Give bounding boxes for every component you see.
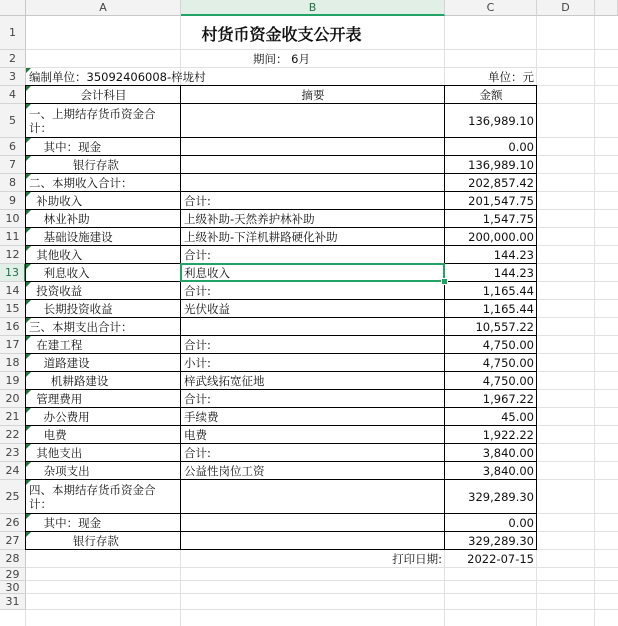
table-border-h [25,389,537,390]
number-as-text-indicator [26,156,31,161]
amount-cell[interactable]: 1,165.44 [482,284,534,298]
table-border-h [25,407,537,408]
table-border-h [25,317,537,318]
number-as-text-indicator [26,318,31,323]
row-header-9[interactable]: 9 [0,192,26,210]
summary-cell[interactable]: 合计: [184,338,211,352]
account-cell[interactable]: 二、本期收入合计： [29,176,133,190]
table-border-h [25,155,537,156]
row-header-28[interactable]: 28 [0,550,26,568]
number-as-text-indicator [26,86,31,91]
summary-cell[interactable]: 合计: [184,194,211,208]
table-border-h [25,335,537,336]
currency-unit-label: 单位：元 [488,70,534,84]
account-cell[interactable]: 一、上期结存货币资金合计： [29,107,156,135]
row-header-31[interactable]: 31 [0,594,26,610]
row-header-16[interactable]: 16 [0,318,26,336]
table-border-h [25,371,537,372]
row-header-15[interactable]: 15 [0,300,26,318]
selected-cell-b13[interactable] [180,263,445,282]
row-header-21[interactable]: 21 [0,408,26,426]
summary-cell[interactable]: 合计: [184,392,211,406]
account-cell[interactable]: 机耕路建设 [29,374,109,388]
account-cell[interactable]: 长期投资收益 [29,302,113,316]
row-header-26[interactable]: 26 [0,514,26,532]
amount-cell[interactable]: 144.23 [493,248,534,262]
summary-cell[interactable] [181,480,445,514]
table-border-h [25,549,537,550]
amount-cell[interactable]: 1,165.44 [482,302,534,316]
number-as-text-indicator [26,138,31,143]
summary-cell[interactable]: 梓武线拓宽征地 [184,374,265,388]
table-border-h [25,209,537,210]
number-as-text-indicator [26,174,31,179]
table-border-h [25,191,537,192]
row-header-22[interactable]: 22 [0,426,26,444]
gridline-row [26,593,618,594]
org-unit-label: 编制单位：35092406008-梓垅村 [29,70,206,84]
row-header-14[interactable]: 14 [0,282,26,300]
select-all-corner[interactable] [0,0,26,16]
table-header-account: 会计科目 [80,88,127,102]
table-border-h [25,85,537,86]
summary-cell[interactable] [181,532,445,550]
number-as-text-indicator [26,264,31,269]
number-as-text-indicator [26,104,31,109]
table-border-h [25,461,537,462]
summary-cell[interactable]: 合计: [184,248,211,262]
print-date-label: 打印日期: [392,552,442,566]
amount-cell[interactable]: 1,967.22 [482,392,534,406]
gridline-row [26,609,618,610]
table-border-h [25,137,537,138]
table-border-h [25,531,537,532]
number-as-text-indicator [26,192,31,197]
table-border-h [25,103,537,104]
account-cell[interactable]: 管理费用 [29,392,83,406]
number-as-text-indicator [26,462,31,467]
summary-cell[interactable]: 合计: [184,446,211,460]
number-as-text-indicator [26,354,31,359]
amount-cell[interactable]: 144.23 [493,266,534,280]
row-header-7[interactable]: 7 [0,156,26,174]
account-cell[interactable]: 投资收益 [29,284,83,298]
number-as-text-indicator [26,532,31,537]
row-header-27[interactable]: 27 [0,532,26,550]
number-as-text-indicator [26,372,31,377]
account-cell[interactable]: 电费 [29,428,67,442]
number-as-text-indicator [26,408,31,413]
amount-cell[interactable]: 0.00 [508,140,534,154]
row-header-30[interactable]: 30 [0,581,26,594]
sheet-title: 村货币资金收支公开表 [201,24,362,44]
column-header-blank [595,0,618,16]
row-header-1[interactable]: 1 [0,16,26,50]
row-header-23[interactable]: 23 [0,444,26,462]
summary-cell[interactable]: 光伏收益 [184,302,230,316]
fill-handle[interactable] [441,278,448,285]
amount-cell[interactable]: 0.00 [508,516,534,530]
account-cell[interactable]: 其中：现金 [29,140,102,154]
summary-cell[interactable]: 小计: [184,356,211,370]
table-border-h [25,299,537,300]
number-as-text-indicator [26,426,31,431]
row-header-29[interactable]: 29 [0,568,26,581]
number-as-text-indicator [26,228,31,233]
number-as-text-indicator [26,68,31,73]
number-as-text-indicator [26,210,31,215]
amount-cell[interactable]: 3,840.00 [482,464,534,478]
number-as-text-indicator [26,514,31,519]
column-header-c[interactable]: C [445,0,537,16]
amount-cell[interactable]: 3,840.00 [482,446,534,460]
account-cell[interactable]: 道路建设 [29,356,90,370]
row-header-20[interactable]: 20 [0,390,26,408]
table-border-h [25,513,537,514]
row-header-3[interactable]: 3 [0,68,26,86]
summary-cell[interactable]: 利息收入 [184,266,230,280]
account-cell[interactable]: 办公费用 [29,410,90,424]
amount-cell[interactable]: 329,289.30 [468,534,534,548]
row-header-10[interactable]: 10 [0,210,26,228]
account-cell[interactable]: 利息收入 [29,266,90,280]
account-cell[interactable]: 杂项支出 [29,464,90,478]
account-cell[interactable]: 其他支出 [29,446,83,460]
summary-cell[interactable]: 公益性岗位工资 [184,464,265,478]
row-header-25[interactable]: 25 [0,480,26,514]
number-as-text-indicator [26,444,31,449]
account-cell[interactable]: 四、本期结存货币资金合计： [29,483,156,511]
gridline-col [594,16,595,626]
amount-cell[interactable]: 4,750.00 [482,374,534,388]
table-border-h [25,479,537,480]
account-cell[interactable]: 其中：现金 [29,516,102,530]
period-label: 期间： 6月 [253,52,310,66]
summary-cell[interactable] [181,174,445,192]
row-header-5[interactable]: 5 [0,104,26,138]
amount-cell[interactable]: 329,289.30 [468,490,534,504]
account-cell[interactable]: 补助收入 [29,194,83,208]
amount-cell[interactable]: 4,750.00 [482,338,534,352]
row-header-11[interactable]: 11 [0,228,26,246]
account-cell[interactable]: 银行存款 [29,534,119,548]
row-header-8[interactable]: 8 [0,174,26,192]
table-border-h [25,443,537,444]
account-cell[interactable]: 三、本期支出合计： [29,320,133,334]
summary-cell[interactable] [181,318,445,336]
gridline-row [26,580,618,581]
amount-cell[interactable]: 1,547.75 [482,212,534,226]
amount-cell[interactable]: 136,989.10 [468,158,534,172]
summary-cell[interactable] [181,514,445,532]
number-as-text-indicator [26,246,31,251]
number-as-text-indicator [26,282,31,287]
table-header-amount: 金额 [479,88,503,102]
table-border-h [25,227,537,228]
amount-cell[interactable]: 4,750.00 [482,356,534,370]
number-as-text-indicator [26,300,31,305]
summary-cell[interactable]: 合计: [184,284,211,298]
account-cell[interactable]: 银行存款 [29,158,119,172]
summary-cell[interactable]: 上级补助-下洋机耕路硬化补助 [184,230,338,244]
number-as-text-indicator [26,336,31,341]
row-header-19[interactable]: 19 [0,372,26,390]
account-cell[interactable]: 其他收入 [29,248,83,262]
row-header-13[interactable]: 13 [0,264,26,282]
summary-cell[interactable]: 上级补助-天然养护林补助 [184,212,315,226]
summary-cell[interactable] [181,104,445,138]
account-cell[interactable]: 基础设施建设 [29,230,113,244]
account-cell[interactable]: 在建工程 [29,338,83,352]
row-header-6[interactable]: 6 [0,138,26,156]
table-border-h [25,353,537,354]
account-cell[interactable]: 林业补助 [29,212,90,226]
column-header-a[interactable]: A [26,0,181,16]
column-header-d[interactable]: D [537,0,595,16]
number-as-text-indicator [26,480,31,485]
row-header-24[interactable]: 24 [0,462,26,480]
summary-cell[interactable] [181,156,445,174]
summary-cell[interactable] [181,138,445,156]
table-border-h [25,173,537,174]
row-header-4[interactable]: 4 [0,86,26,104]
number-as-text-indicator [26,390,31,395]
amount-cell[interactable]: 200,000.00 [468,230,534,244]
summary-cell[interactable]: 电费 [184,428,207,442]
amount-cell[interactable]: 202,857.42 [468,176,534,190]
column-header-b[interactable]: B [181,0,445,16]
summary-cell[interactable]: 手续费 [184,410,219,424]
table-border-h [25,425,537,426]
row-header-17[interactable]: 17 [0,336,26,354]
amount-cell[interactable]: 136,989.10 [468,114,534,128]
print-date-value: 2022-07-15 [467,552,534,566]
amount-cell[interactable]: 45.00 [501,410,534,424]
amount-cell[interactable]: 10,557.22 [475,320,534,334]
amount-cell[interactable]: 1,922.22 [482,428,534,442]
table-border-h [25,245,537,246]
row-header-18[interactable]: 18 [0,354,26,372]
row-header-12[interactable]: 12 [0,246,26,264]
row-header-2[interactable]: 2 [0,50,26,68]
table-header-summary: 摘要 [301,88,325,102]
amount-cell[interactable]: 201,547.75 [468,194,534,208]
